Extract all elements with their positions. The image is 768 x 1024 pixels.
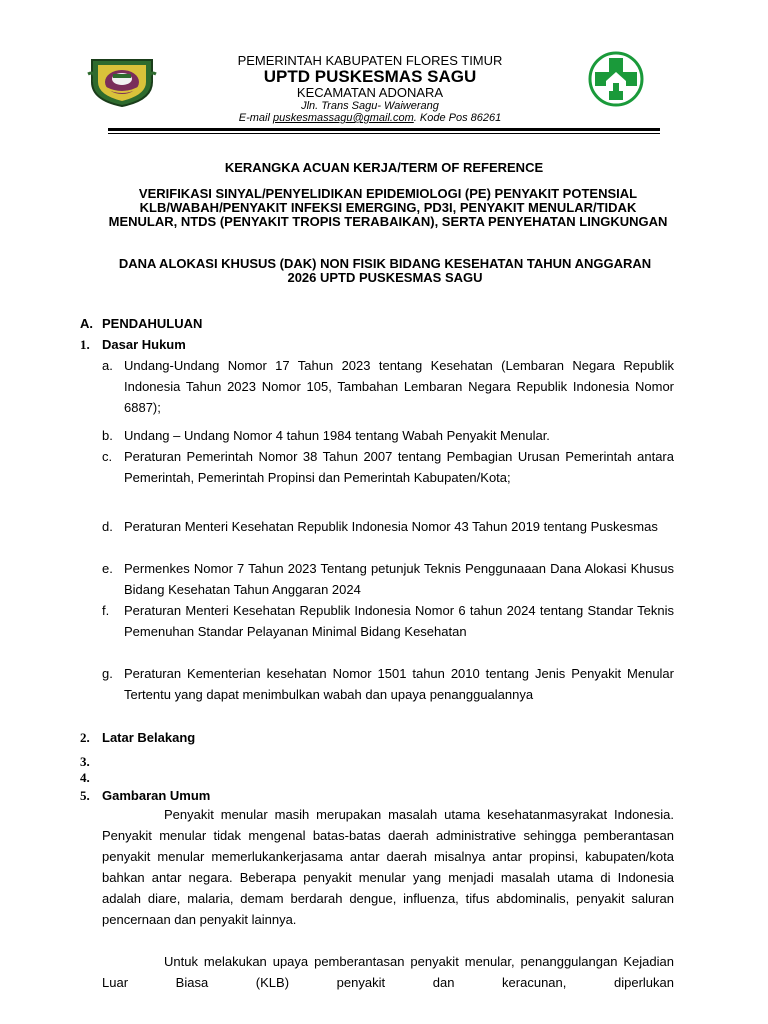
legal-item-marker: f. xyxy=(102,603,110,618)
legal-item-marker: g. xyxy=(102,666,113,681)
legal-item-text: Peraturan Menteri Kesehatan Republik Indonesia Nomor 6 tahun 2024 tentang Standar Teknis Pemenuhan Standar Pelayanan Minimal Bidang Kesehatan xyxy=(124,603,674,639)
gambaran-umum-number: 5. xyxy=(80,788,90,803)
legal-item-marker: e. xyxy=(102,561,113,576)
legal-item-text: Undang – Undang Nomor 4 tahun 1984 tentang Wabah Penyakit Menular. xyxy=(124,428,550,443)
letterhead-government: PEMERINTAH KABUPATEN FLORES TIMUR xyxy=(237,53,503,68)
dasar-hukum-number: 1. xyxy=(80,337,90,352)
legal-item-text: Peraturan Menteri Kesehatan Republik Indonesia Nomor 43 Tahun 2019 tentang Puskesmas xyxy=(124,519,658,534)
document-funding: DANA ALOKASI KHUSUS (DAK) NON FISIK BIDANG KESEHATAN TAHUN ANGGARAN 2026 UPTD PUSKESMAS SAGU xyxy=(118,256,652,285)
letterhead-unit: UPTD PUSKESMAS SAGU xyxy=(263,67,477,86)
puskesmas-logo xyxy=(586,51,646,107)
letterhead-divider-thin xyxy=(108,133,660,134)
email-prefix: E-mail xyxy=(238,112,273,124)
gambaran-umum-paragraph: Untuk melakukan upaya pemberantasan penyakit menular, penanggulangan Kejadian Luar Biasa (KLB) penyakit dan keracunan, diperlukan xyxy=(102,954,674,990)
letterhead-district: KECAMATAN ADONARA xyxy=(296,85,444,100)
legal-item-marker: b. xyxy=(102,428,113,443)
letterhead-address: Jln. Trans Sagu- Waiwerang xyxy=(301,100,439,112)
document-subject: VERIFIKASI SINYAL/PENYELIDIKAN EPIDEMIOLOGI (PE) PENYAKIT POTENSIAL KLB/WABAH/PENYAKIT INFEKSI EMERGING, PD3I, PENYAKIT MENULAR/TIDAK MENULAR, NTDS (PENYAKIT TROPIS TERABAIKAN), SERTA PENYEHATAN LINGKUNGAN xyxy=(108,186,668,229)
regency-crest-logo xyxy=(86,52,158,108)
letterhead-divider-thick xyxy=(108,128,660,131)
section-a-marker: A. xyxy=(80,316,93,331)
letterhead-email-line xyxy=(200,113,540,124)
letterhead xyxy=(200,54,540,124)
legal-item-marker: d. xyxy=(102,519,113,534)
legal-item-marker: c. xyxy=(102,449,113,464)
empty-item-number: 4. xyxy=(80,770,90,785)
legal-item-text: Undang-Undang Nomor 17 Tahun 2023 tentang Kesehatan (Lembaran Negara Republik Indonesia Tahun 2023 Nomor 105, Tambahan Lembaran Negara Republik Indonesia Nomor 6887); xyxy=(124,358,674,415)
legal-item-marker: a. xyxy=(102,358,113,373)
gambaran-umum-heading: Gambaran Umum xyxy=(102,788,211,803)
document-title: KERANGKA ACUAN KERJA/TERM OF REFERENCE xyxy=(224,160,544,175)
gambaran-umum-paragraph: Penyakit menular masih merupakan masalah utama kesehatanmasyrakat Indonesia. Penyakit menular tidak mengenal batas-batas daerah administrative sehingga pemberantasan penyakit menular memerlukankerjasama antar daerah misalnya antar propinsi, kabupaten/kota bahkan antar negara. Beberapa penyakit menular yang menjadi masalah utama di Indonesia adalah diare, malaria, demam berdarah dengue, influenza, tifus abdominalis, penyakit saluran pencernaan dan penyakit lainnya. xyxy=(102,807,674,927)
latar-belakang-number: 2. xyxy=(80,730,90,745)
latar-belakang-heading: Latar Belakang xyxy=(102,730,196,745)
dasar-hukum-heading: Dasar Hukum xyxy=(102,337,186,352)
legal-item-text: Peraturan Kementerian kesehatan Nomor 1501 tahun 2010 tentang Jenis Penyakit Menular Tertentu yang dapat menimbulkan wabah dan upaya penanggualannya xyxy=(124,666,674,702)
legal-item-text: Peraturan Pemerintah Nomor 38 Tahun 2007 tentang Pembagian Urusan Pemerintah antara Pemerintah, Pemerintah Propinsi dan Pemerintah Kabupaten/Kota; xyxy=(124,449,674,485)
section-a-heading: PENDAHULUAN xyxy=(102,316,203,331)
email-link[interactable]: puskesmassagu@gmail.com xyxy=(272,112,414,124)
legal-item-text: Permenkes Nomor 7 Tahun 2023 Tentang petunjuk Teknis Penggunaaan Dana Alokasi Khusus Bidang Kesehatan Tahun Anggaran 2024 xyxy=(124,561,674,597)
empty-item-number: 3. xyxy=(80,754,90,769)
postal-code: . Kode Pos 86261 xyxy=(413,112,502,124)
